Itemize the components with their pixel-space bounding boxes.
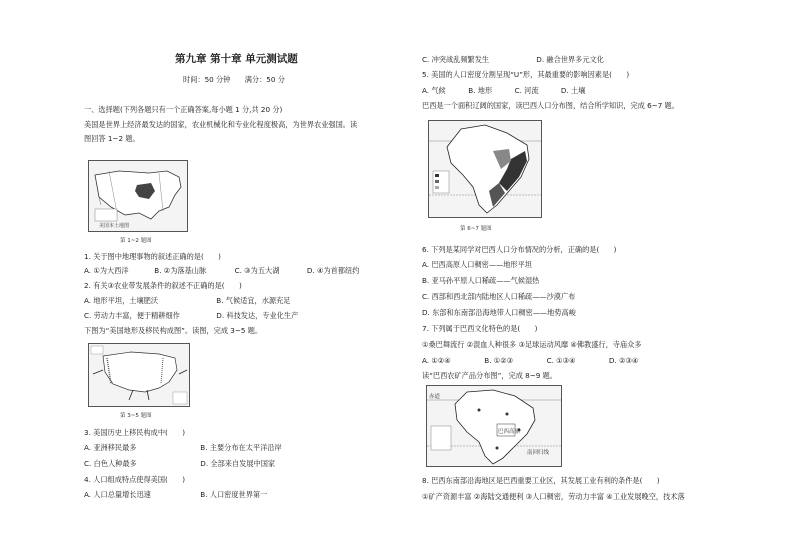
q4-option-b[interactable]: B. 人口密度世界第一 (200, 490, 268, 499)
q5-option-b[interactable]: B. 地形 (468, 86, 493, 95)
q3-option-c[interactable]: C. 白色人种最多 (84, 459, 137, 468)
question-7-options (422, 356, 638, 365)
q5-option-a[interactable]: A. 气候 (422, 86, 446, 95)
question-7: 7. 下列属于巴西文化特色的是( ) (422, 324, 538, 333)
question-8: 8. 巴西东南部沿海地区是巴西重要工业区，其发展工业有利的条件是( ) (422, 476, 660, 485)
q5-option-c[interactable]: C. 河流 (514, 86, 539, 95)
figure-1-title: 美国本土地图 (99, 223, 130, 229)
us-terrain-immigration-figure (88, 343, 190, 407)
equator-label: 赤道 (429, 394, 441, 400)
page-title: 第九章 第十章 单元测试题 (175, 53, 298, 65)
q3-option-b[interactable]: B. 主要分布在太平洋沿岸 (200, 443, 282, 452)
q6-option-c[interactable]: C. 西部和西北部内陆地区人口稀疏——沙漠广布 (422, 292, 576, 301)
question-6: 6. 下列是某同学对巴西人口分布情况的分析，正确的是( ) (422, 245, 617, 254)
q2-option-b[interactable]: B. 气候适宜，水源充足 (216, 296, 291, 305)
intro-paragraph-3: 巴西是一个面积辽阔的国家，读巴西人口分布图，结合所学知识，完成 6~7 题。 (422, 101, 679, 110)
question-5: 5. 美国的人口密度分割呈现“U”形，其最重要的影响因素是( ) (422, 70, 630, 79)
q6-option-b[interactable]: B. 亚马孙平原人口稀疏——气候湿热 (422, 276, 540, 285)
q4-option-d[interactable]: D. 融合世界多元文化 (536, 55, 604, 64)
right-column (400, 0, 794, 560)
q2-option-c[interactable]: C. 劳动力丰富，便于精耕细作 (84, 311, 180, 320)
question-2-options-row1 (84, 296, 291, 305)
tropic-label: 南回归线 (527, 450, 550, 456)
q1-option-d[interactable]: D. ④为首都纽约 (306, 266, 360, 275)
q7-option-d[interactable]: D. ②③④ (608, 356, 639, 365)
question-4-options-row1 (84, 490, 267, 499)
q4-option-c[interactable]: C. 冲突战乱频繁发生 (422, 55, 490, 64)
question-3-options-row1 (84, 443, 282, 452)
q1-option-a[interactable]: A. ①为大西洋 (84, 266, 129, 275)
question-1-options (84, 266, 359, 275)
question-2-options-row2 (84, 311, 298, 320)
question-3-options-row2 (84, 459, 275, 468)
q4-option-a[interactable]: A. 人口总量增长迅速 (84, 490, 151, 499)
q5-option-d[interactable]: D. 土壤 (560, 86, 586, 95)
intro-paragraph-1: 美国是世界上经济最发达的国家，农业机械化和专业化程度极高，为世界农业强国。读 (84, 120, 358, 129)
question-4: 4. 人口组成特点使得美国( ) (84, 475, 186, 484)
question-1: 1. 关于图中地理事物的叙述正确的是( ) (84, 252, 221, 261)
q2-option-a[interactable]: A. 地形平坦，土壤肥沃 (84, 296, 159, 305)
us-map-figure (88, 160, 188, 232)
brazil-agri-mineral-figure (426, 385, 562, 467)
q1-option-b[interactable]: B. ②为落基山脉 (154, 266, 207, 275)
question-3: 3. 美国历史上移民构成中( ) (84, 428, 186, 437)
question-8-items: ①矿产资源丰富 ②海陆交通便利 ③人口稠密，劳动力丰富 ④工业发展晚空，技术落 (422, 492, 685, 501)
intro-paragraph-1b: 图回答 1~2 题。 (84, 134, 140, 143)
question-5-options (422, 86, 585, 95)
question-4-options-row2 (422, 55, 604, 64)
intro-paragraph-2: 下图为“美国地形及移民构成图”。读图，完成 3~5 题。 (84, 326, 263, 335)
figure-2-caption: 第 3~5 题图 (120, 413, 152, 419)
q1-option-c[interactable]: C. ③为五大湖 (234, 266, 280, 275)
question-2: 2. 有关③农业带发展条件的叙述不正确的是( ) (84, 281, 242, 290)
exam-meta: 时间：50 分钟 满分：50 分 (183, 75, 285, 84)
q2-option-d[interactable]: D. 科技发达，专业化生产 (216, 311, 299, 320)
section-heading: 一、选择题(下列各题只有一个正确答案,每小题 1 分,共 20 分) (84, 105, 283, 114)
plateau-label: 巴西高原 (498, 429, 521, 435)
figure-3-caption: 第 6~7 题图 (460, 226, 492, 232)
q7-option-c[interactable]: C. ①③④ (546, 356, 576, 365)
q3-option-a[interactable]: A. 亚洲移民最多 (84, 443, 137, 452)
q3-option-d[interactable]: D. 全部来自发展中国家 (200, 459, 276, 468)
q7-option-a[interactable]: A. ①②④ (422, 356, 451, 365)
figure-1-caption: 第 1~2 题图 (120, 238, 152, 244)
q6-option-d[interactable]: D. 东部和东南部沿海地带人口稠密——地势高峻 (422, 308, 576, 317)
brazil-population-figure (428, 120, 542, 218)
q6-option-a[interactable]: A. 巴西高原人口稠密——地形平坦 (422, 260, 532, 269)
question-7-items: ①桑巴舞流行 ②混血人种很多 ③足球运动风靡 ④佛教盛行，寺庙众多 (422, 340, 642, 349)
intro-paragraph-4: 读“巴西农矿产品分布图”，完成 8~9 题。 (422, 371, 557, 380)
q7-option-b[interactable]: B. ①②③ (484, 356, 514, 365)
